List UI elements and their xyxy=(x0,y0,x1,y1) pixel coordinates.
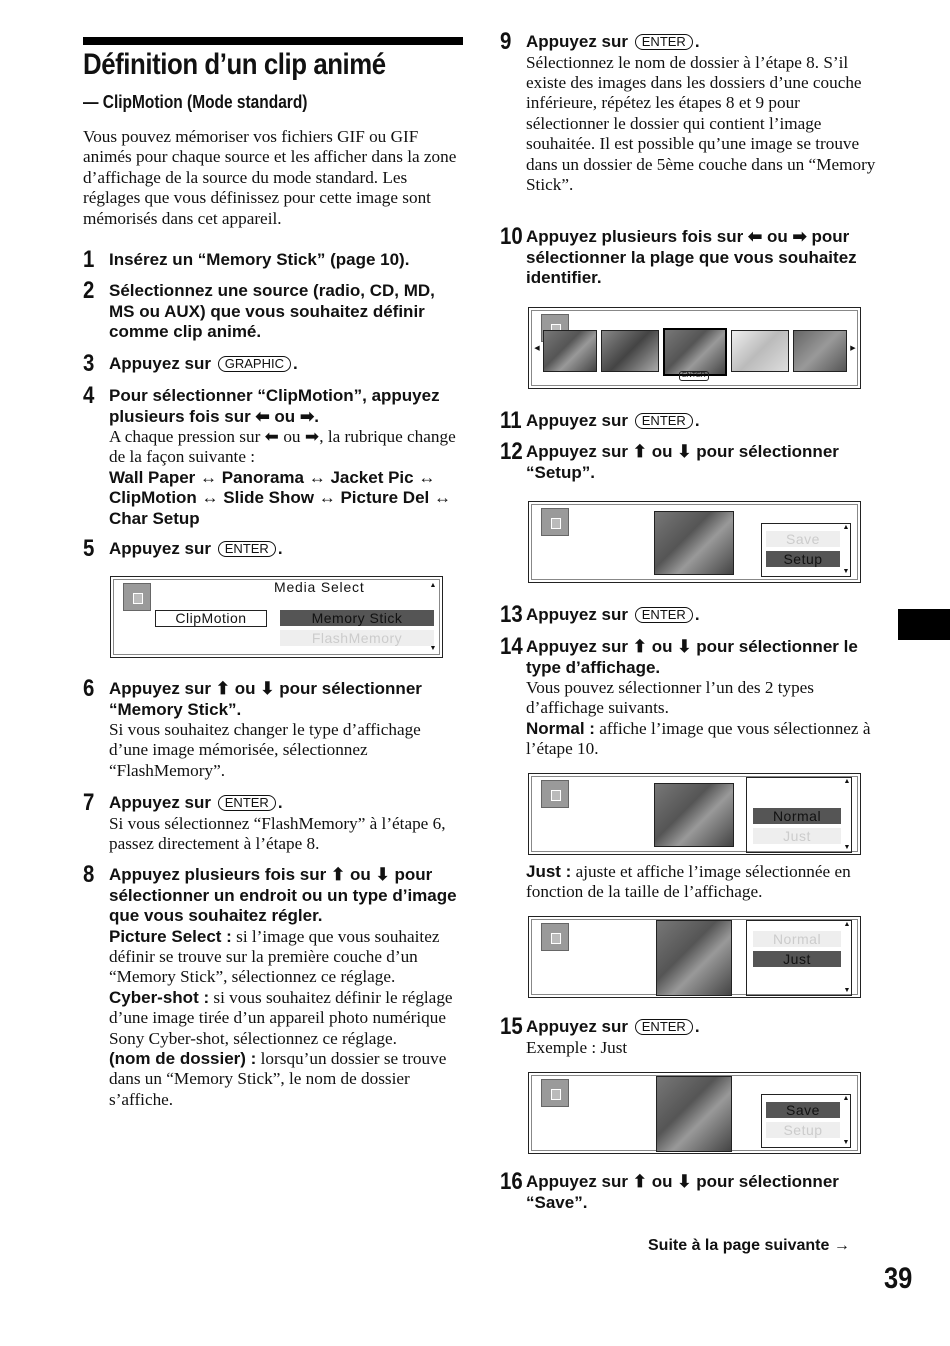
menu-item-just: Just xyxy=(753,828,841,844)
cycle-item: Picture Del xyxy=(340,488,430,508)
thumbnail-5 xyxy=(793,330,847,372)
left-arrow-icon: ⬅ xyxy=(748,227,763,246)
menu-item-flashmemory: FlashMemory xyxy=(280,630,434,646)
step-8 xyxy=(83,863,463,1110)
option-label: (nom de dossier) : xyxy=(109,1048,257,1068)
scroll-down-icon: ▼ xyxy=(843,987,851,994)
cycle-item: Slide Show xyxy=(223,488,314,508)
down-arrow-icon: ⬇ xyxy=(677,637,692,656)
step-number: 12 xyxy=(500,438,523,465)
enter-mini-label: ENTER xyxy=(679,371,709,381)
double-arrow-icon: ↔ xyxy=(433,488,451,508)
step-body: Exemple : Just xyxy=(526,1037,628,1057)
right-arrow-icon: ➡ xyxy=(304,427,320,446)
option-text: si l’image que vous souhaitez définir se trouve sur la première couche d’un “Memory Stick”, sélectionnez ce réglage. xyxy=(109,926,440,987)
scroll-down-icon: ▼ xyxy=(843,844,851,851)
step-heading: pour sélectionner “Save”. xyxy=(526,1172,839,1212)
menu-item-normal: Normal xyxy=(753,808,841,824)
double-arrow-icon: ↔ xyxy=(418,467,436,487)
left-arrow-icon: ⬅ xyxy=(255,406,270,426)
step-number: 10 xyxy=(500,223,523,250)
step-16 xyxy=(500,1170,880,1213)
setup-menu xyxy=(761,523,851,577)
option-text: ajuste et affiche l’image sélectionnée en fonction de la taille de l’affichage. xyxy=(526,862,851,902)
step-heading: pour sélectionner le type d’affichage. xyxy=(526,637,858,677)
step-heading: Appuyez sur xyxy=(526,637,629,656)
page-title: Définition d’un clip animé xyxy=(83,48,386,81)
enter-key: ENTER xyxy=(635,413,693,429)
punct: . xyxy=(694,411,700,430)
step-number: 8 xyxy=(83,861,95,888)
step-heading: Pour sélectionner “ClipMotion”, appuyez plusieurs fois sur xyxy=(109,386,440,426)
preview-photo xyxy=(654,511,734,575)
clipmotion-icon xyxy=(541,1079,569,1107)
title-rule xyxy=(83,37,463,45)
up-arrow-icon: ⬆ xyxy=(215,679,231,698)
option-normal xyxy=(526,719,880,760)
step-heading: Appuyez plusieurs fois sur xyxy=(109,865,327,884)
thumbnail-4 xyxy=(731,330,789,372)
step-heading: Appuyez sur xyxy=(109,354,212,373)
step-body: Si vous sélectionnez “FlashMemory” à l’étape 6, passez directement à l’étape 8. xyxy=(109,813,446,853)
screen-save xyxy=(528,1072,861,1154)
scroll-up-icon: ▲ xyxy=(842,524,850,531)
step-heading: Appuyez sur xyxy=(526,32,629,51)
option-label: Cyber-shot : xyxy=(109,987,210,1007)
enter-key: ENTER xyxy=(635,1019,693,1035)
screen-setup xyxy=(528,501,861,583)
punct: . xyxy=(694,1017,700,1036)
step-number: 2 xyxy=(83,277,95,304)
up-arrow-icon: ⬆ xyxy=(632,1172,648,1191)
step-5 xyxy=(83,537,463,560)
or-text: ou xyxy=(766,227,788,246)
step-heading: Appuyez sur xyxy=(109,793,212,812)
cycle-item: Char Setup xyxy=(109,508,200,528)
step-number: 9 xyxy=(500,28,512,55)
step-body: , la rubrique change de la façon suivante : xyxy=(109,427,456,467)
step-15 xyxy=(500,1015,880,1058)
punct: . xyxy=(293,354,298,373)
option-text: lorsqu’un dossier se trouve dans un “Memory Stick”, le nom de dossier s’affiche. xyxy=(109,1048,447,1109)
or-text: ou xyxy=(651,1172,673,1191)
scroll-up-icon: ▲ xyxy=(843,778,851,785)
left-arrow-icon: ⬅ xyxy=(264,427,280,446)
thumbnail-1 xyxy=(543,330,597,372)
step-heading: pour sélectionner un endroit ou un type d’image que vous souhaitez régler. xyxy=(109,865,457,925)
step-9 xyxy=(500,30,880,195)
step-6 xyxy=(83,677,463,781)
punct: . xyxy=(277,539,283,558)
step-body: Sélectionnez le nom de dossier à l’étape 8. S’il existe des images dans les dossiers d’une couche inférieure, répétez les étapes 8 et 9 pour sélectionner le dossier qui contient l’image souhaitée. Il est possible qu’une image se trouve dans un dossier de 5ème couche dans un “Memory Stick”. xyxy=(526,52,876,194)
save-menu xyxy=(761,1094,851,1148)
option-picture-select xyxy=(109,927,463,988)
thumbnail-3-selected xyxy=(663,328,727,376)
menu-item-setup: Setup xyxy=(766,1122,840,1138)
down-arrow-icon: ⬇ xyxy=(677,1172,692,1191)
up-arrow-icon: ⬆ xyxy=(331,865,346,884)
scroll-left-icon: ◀ xyxy=(534,344,540,352)
option-label: Just : xyxy=(526,862,572,881)
menu-item-save: Save xyxy=(766,1102,840,1118)
up-arrow-icon: ⬆ xyxy=(632,442,648,461)
step-number: 15 xyxy=(500,1013,523,1040)
preview-photo xyxy=(656,920,732,996)
scroll-down-icon: ▼ xyxy=(842,568,850,575)
scroll-down-icon: ▼ xyxy=(842,1139,850,1146)
scroll-up-icon: ▲ xyxy=(843,921,851,928)
continue-note xyxy=(648,1237,850,1255)
display-menu xyxy=(746,777,852,853)
or-text: ou xyxy=(349,865,371,884)
right-arrow-icon: → xyxy=(833,1237,850,1254)
menu-item-memory-stick: Memory Stick xyxy=(280,610,434,626)
cycle-item: Panorama xyxy=(221,467,304,487)
step-heading: Sélectionnez une source (radio, CD, MD, MS ou AUX) que vous souhaitez définir comme clip animé. xyxy=(109,281,435,341)
clipmotion-icon xyxy=(123,583,151,611)
enter-key: ENTER xyxy=(218,795,276,811)
or-text: ou xyxy=(234,679,256,698)
step-13 xyxy=(500,603,880,626)
step-heading: Appuyez sur xyxy=(526,1172,629,1191)
step-14 xyxy=(500,635,880,760)
scroll-right-icon: ▶ xyxy=(850,344,856,352)
step-7 xyxy=(83,791,463,854)
double-arrow-icon: ↔ xyxy=(201,488,219,508)
screen-thumbnails xyxy=(528,307,861,389)
thumbnail-2 xyxy=(601,330,659,372)
clipmotion-label-box xyxy=(155,610,267,627)
enter-key: ENTER xyxy=(218,541,276,557)
down-arrow-icon: ⬇ xyxy=(375,865,390,884)
cycle-item: Wall Paper xyxy=(109,467,196,487)
step-heading: Appuyez sur xyxy=(526,1017,629,1036)
or-text: ou xyxy=(651,442,673,461)
step-number: 14 xyxy=(500,633,523,660)
option-label: Normal : xyxy=(526,718,595,738)
down-arrow-icon: ⬇ xyxy=(260,679,275,698)
or-text: ou xyxy=(283,427,301,446)
scroll-down-icon: ▼ xyxy=(429,644,437,652)
intro-paragraph: Vous pouvez mémoriser vos fichiers GIF ou GIF animés pour chaque source et les afficher dans la zone d’affichage de la source du mode standard. Les réglages que vous définissez pour cette image sont mémorisés dans cet appareil. xyxy=(83,127,457,228)
step-heading: Appuyez sur xyxy=(526,605,629,624)
cycle-item: Jacket Pic xyxy=(330,467,414,487)
section-tab xyxy=(898,609,950,640)
menu-item-save: Save xyxy=(766,531,840,547)
clipmotion-icon xyxy=(541,923,569,951)
option-folder-name xyxy=(109,1049,463,1110)
double-arrow-icon: ↔ xyxy=(308,467,326,487)
step-heading: Insérez un “Memory Stick” (page 10). xyxy=(109,250,410,269)
up-arrow-icon: ⬆ xyxy=(632,637,648,656)
screen-just xyxy=(528,916,861,998)
punct: . xyxy=(694,32,700,51)
or-text: ou xyxy=(651,637,673,656)
page-number: 39 xyxy=(884,1262,913,1295)
step-1 xyxy=(83,248,463,271)
menu-item-just: Just xyxy=(753,951,841,967)
scroll-up-icon: ▲ xyxy=(842,1095,850,1102)
screen-media-select xyxy=(110,576,443,658)
right-arrow-icon: ➡ xyxy=(792,227,807,246)
enter-key: ENTER xyxy=(635,34,693,50)
clipmotion-icon xyxy=(541,508,569,536)
display-menu xyxy=(746,920,852,996)
menu-item-setup: Setup xyxy=(766,551,840,567)
step-heading: pour sélectionner la plage que vous souhaitez identifier. xyxy=(526,227,857,287)
punct: . xyxy=(277,793,283,812)
step-number: 5 xyxy=(83,535,95,562)
step-heading: Appuyez sur xyxy=(109,539,212,558)
step-number: 7 xyxy=(83,789,95,816)
punct: . xyxy=(314,406,319,426)
menu-header: Media Select xyxy=(274,579,365,595)
step-number: 1 xyxy=(83,246,95,273)
preview-photo xyxy=(656,1076,732,1152)
step-12 xyxy=(500,440,880,483)
menu-cycle xyxy=(109,468,463,530)
option-text: affiche l’image que vous sélectionnez à l’étape 10. xyxy=(526,718,871,759)
step-2 xyxy=(83,279,463,343)
page-subtitle: — ClipMotion (Mode standard) xyxy=(83,92,308,112)
right-arrow-icon: ➡ xyxy=(299,406,315,426)
step-number: 11 xyxy=(500,407,522,434)
option-text: si vous souhaitez définir le réglage d’une image tirée d’un appareil photo numérique Sony Cyber-shot, sélectionnez ce réglage. xyxy=(109,987,453,1048)
continue-text: Suite à la page suivante xyxy=(648,1237,830,1254)
step-4 xyxy=(83,384,463,529)
step-number: 3 xyxy=(83,350,95,377)
step-heading: Appuyez sur xyxy=(109,679,212,698)
step-heading: pour sélectionner “Memory Stick”. xyxy=(109,679,422,719)
step-11 xyxy=(500,409,880,432)
or-text: ou xyxy=(274,406,296,426)
step-body: A chaque pression sur xyxy=(109,427,261,446)
preview-photo xyxy=(654,783,734,847)
clipmotion-label: ClipMotion xyxy=(175,610,247,626)
cycle-item: ClipMotion xyxy=(109,488,197,508)
graphic-key: GRAPHIC xyxy=(218,356,291,372)
step-number: 16 xyxy=(500,1168,523,1195)
punct: . xyxy=(694,605,700,624)
scroll-up-icon: ▲ xyxy=(429,581,437,589)
double-arrow-icon: ↔ xyxy=(200,467,218,487)
step-10 xyxy=(500,225,880,289)
option-just xyxy=(526,862,880,903)
screen-normal xyxy=(528,773,861,855)
menu-item-normal: Normal xyxy=(753,931,841,947)
step-heading: Appuyez sur xyxy=(526,442,629,461)
double-arrow-icon: ↔ xyxy=(318,488,336,508)
clipmotion-icon xyxy=(541,780,569,808)
step-heading: Appuyez sur xyxy=(526,411,629,430)
step-heading: Appuyez plusieurs fois sur xyxy=(526,227,744,246)
step-number: 13 xyxy=(500,601,523,628)
option-label: Picture Select : xyxy=(109,926,232,946)
enter-key: ENTER xyxy=(635,607,693,623)
option-cyber-shot xyxy=(109,988,463,1049)
step-heading: pour sélectionner “Setup”. xyxy=(526,442,839,482)
step-body: Si vous souhaitez changer le type d’affichage d’une image mémorisée, sélectionnez “FlashMemory”. xyxy=(109,720,421,780)
step-number: 4 xyxy=(83,382,95,409)
step-number: 6 xyxy=(83,675,95,702)
step-3 xyxy=(83,352,463,375)
down-arrow-icon: ⬇ xyxy=(677,442,692,461)
step-body: Vous pouvez sélectionner l’un des 2 types d’affichage suivants. xyxy=(526,678,814,718)
